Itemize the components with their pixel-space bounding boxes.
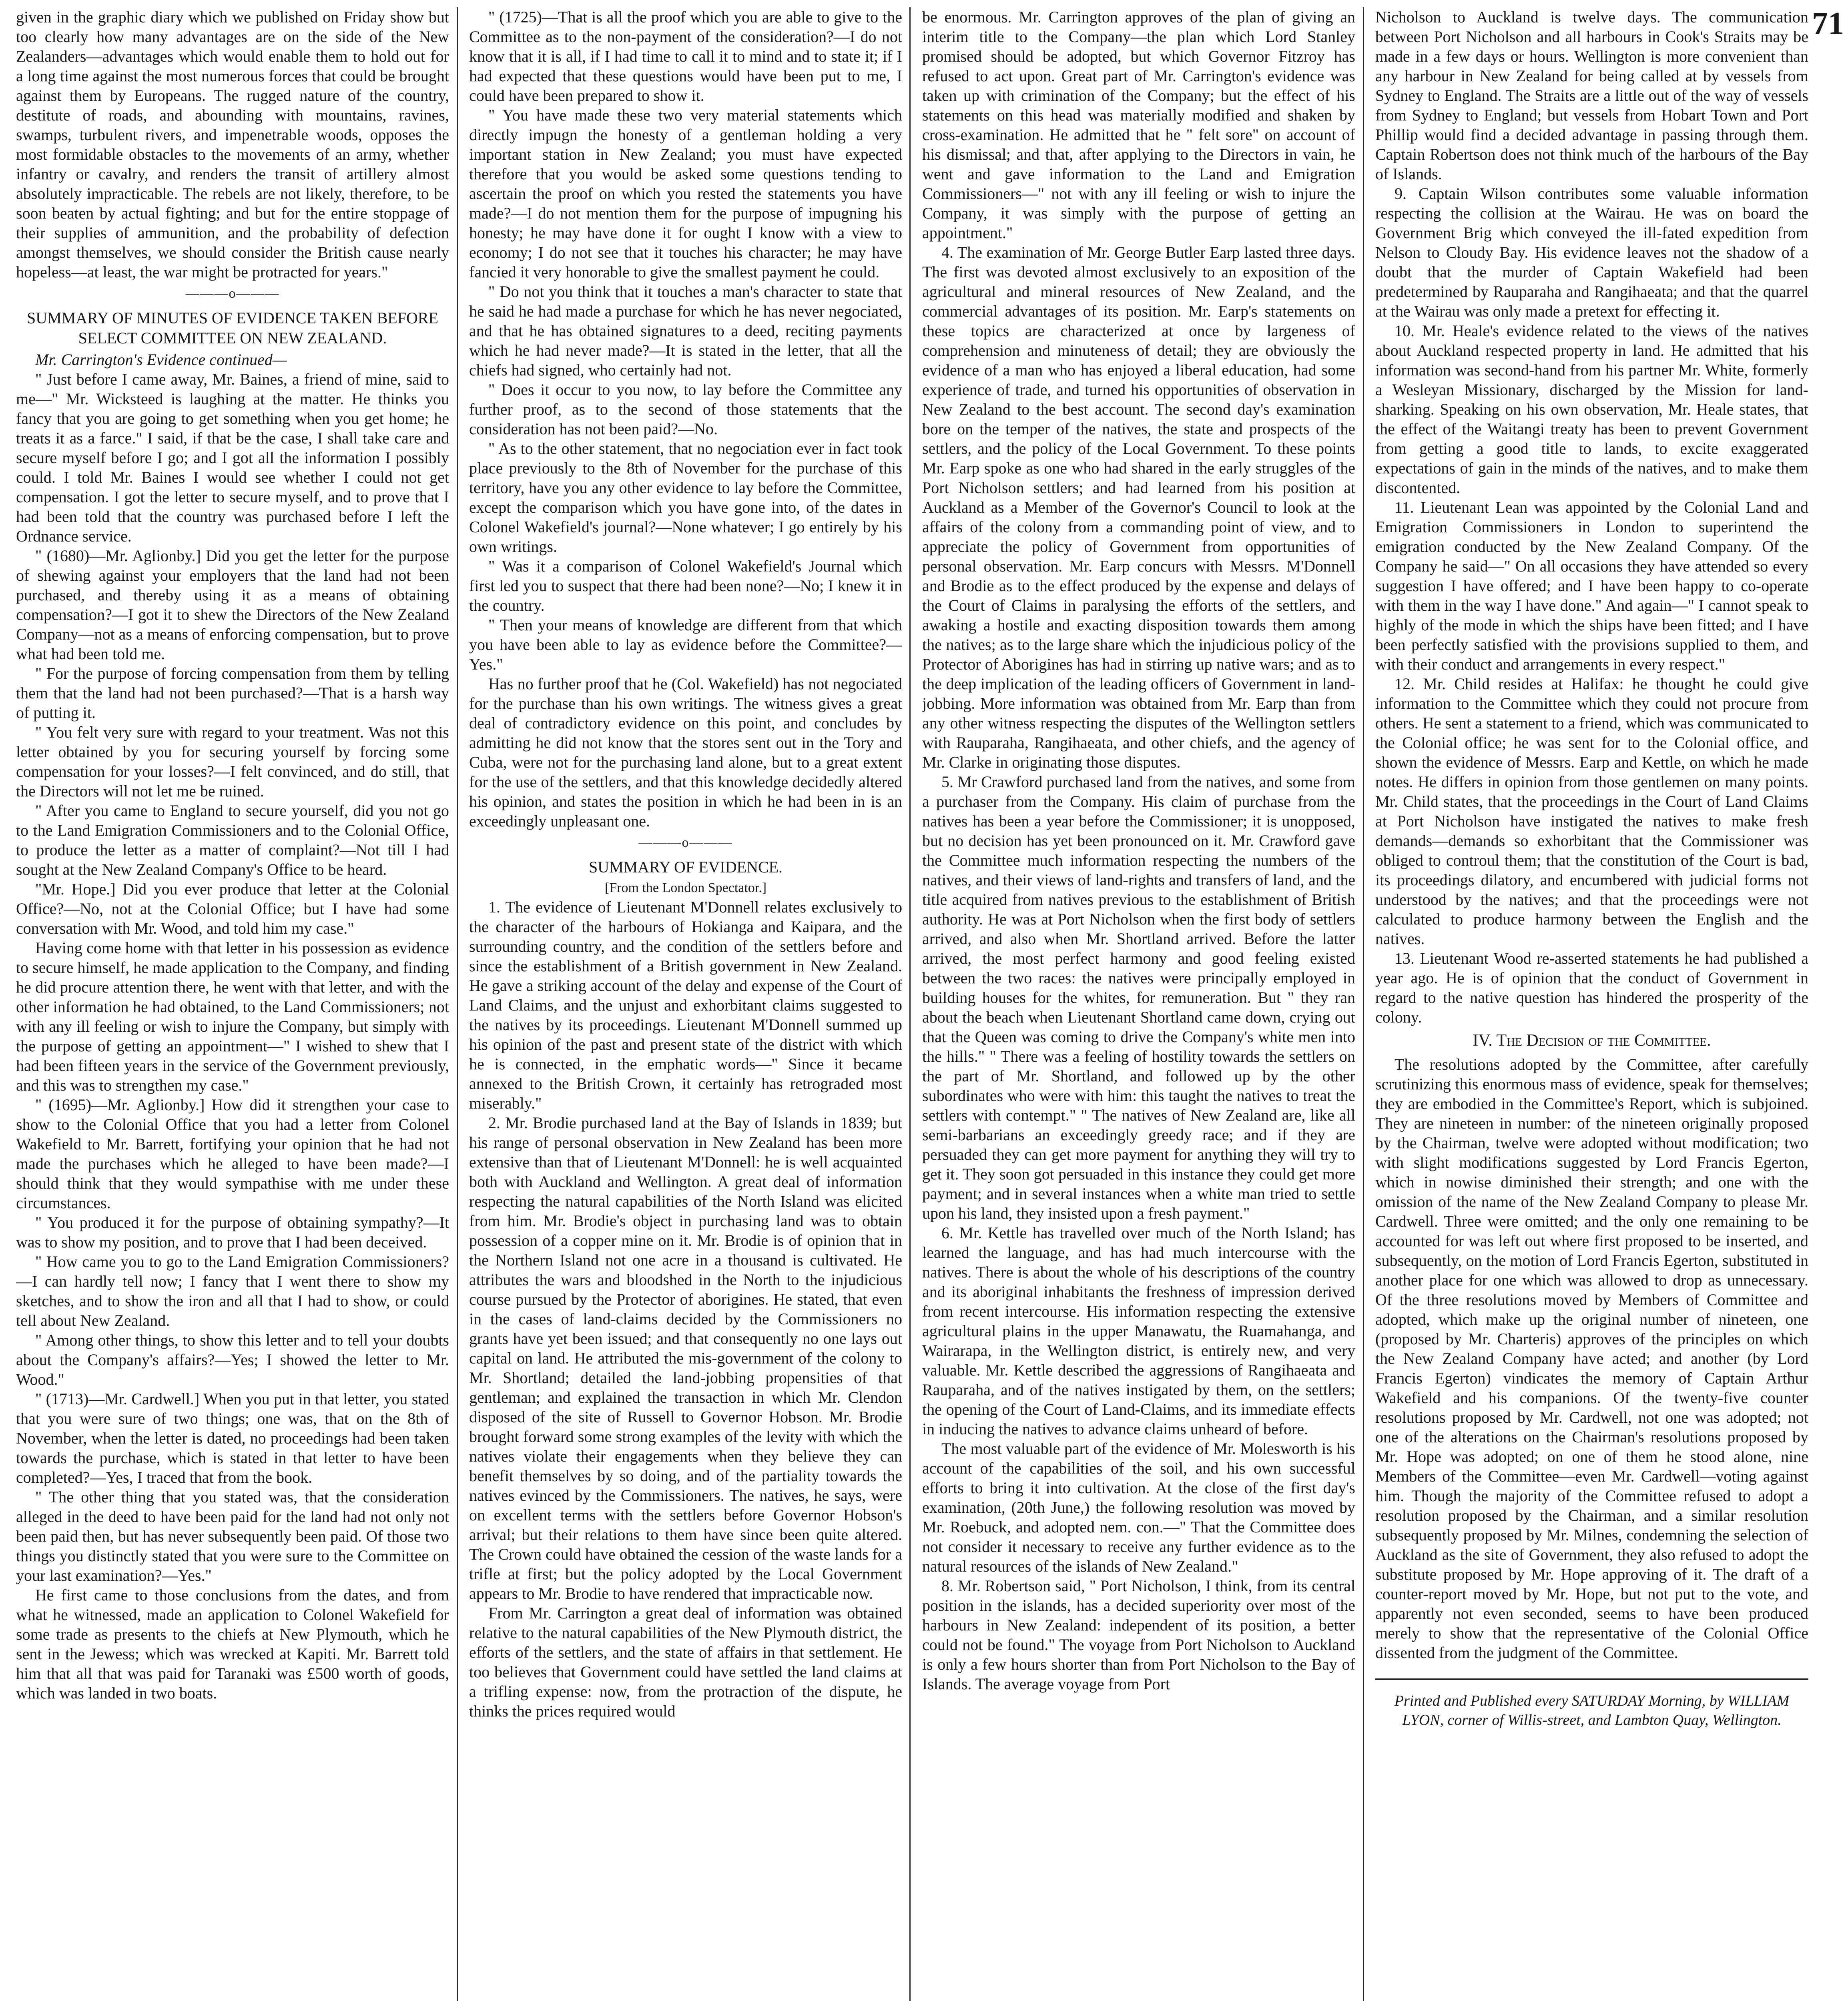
- paragraph: From Mr. Carrington a great deal of information was obtained relative to the natural capabilities of the New Plymouth district, the efforts of the settlers, and the state of affairs in that settlement. He too believes that Government could have settled the land claims at a trifling expense: now, from the protraction of the dispute, he thinks the prices required would: [469, 1604, 902, 1720]
- section-heading: SUMMARY OF EVIDENCE.: [588, 858, 783, 876]
- paragraph: 6. Mr. Kettle has travelled over much of the North Island; has learned the language, and has had much intercourse with the natives. There is about the whole of his descriptions of the country and its aboriginal inhabitants the freshness of impression derived from recent intercourse. His information respecting the extensive agricultural plains in the upper Manawatu, the Ruamahanga, and Wairarapa, in the Wellington district, is entirely new, and very valuable. Mr. Kettle described the aggressions of Rangihaeata and Rauparaha, and of the natives instigated by them, on the settlers; the opening of the Court of Land-Claims, and its immediate effects in inducing the natives to advance claims unheard of before.: [922, 1224, 1355, 1438]
- paragraph: Mr. Carrington's Evidence continued—: [35, 351, 287, 369]
- paragraph: 4. The examination of Mr. George Butler Earp lasted three days. The first was devoted almost exclusively to an exposition of the agricultural and mineral resources of New Zealand, and the commercial advantages of its position. Mr. Earp's statements on these topics are characterized at once by largeness of comprehension and minuteness of detail; they are obviously the evidence of a man who has enjoyed a liberal education, had some experience of trade, and turned his opportunities of observation in New Zealand to the best account. The second day's examination bore on the temper of the natives, the state and prospects of the settlers, and the policy of the Local Government. To these points Mr. Earp spoke as one who had shared in the early struggles of the Port Nicholson settlers; and had learned from his position at Auckland as a Member of the Governor's Council to look at the affairs of the colony from a commanding point of view, and to appreciate the policy of Government from opportunities of personal observation. Mr. Earp concurs with Messrs. M'Donnell and Brodie as to the effect produced by the expense and delays of the Court of Claims in paralysing the efforts of the settlers, and awaking a hostile and exacting disposition towards them among the natives; as to the large share which the injudicious policy of the Protector of Aborigines has had in stirring up native wars; and as to the deep implication of the leading officers of Government in land-jobbing. More information was obtained from Mr. Earp than from any other witness respecting the disputes of the Wellington settlers with Rauparaha, Rangihaeata, and other chiefs, and the agency of Mr. Clarke in originating those disputes.: [922, 243, 1355, 771]
- paragraph: " For the purpose of forcing compensation from them by telling them that the land had not been purchased?—That is a harsh way of putting it.: [16, 664, 449, 722]
- column-1: [16, 7, 449, 2001]
- paragraph: be enormous. Mr. Carrington approves of the plan of giving an interim title to the Company—the plan which Lord Stanley promised should be adopted, but which Governor Fitzroy has refused to act upon. Great part of Mr. Carrington's evidence was taken up with crimination of the Company; but the effect of his statements on this head was materially modified and shaken by cross-examination. He admitted that he " felt sore" on account of his dismissal; and that, after applying to the Directors in vain, he went and gave information to the Land and Emigration Commissioners—" not with any ill feeling or wish to injure the Company, it was simply with the purpose of getting an appointment.": [922, 8, 1355, 242]
- paragraph: 1. The evidence of Lieutenant M'Donnell relates exclusively to the character of the harbours of Hokianga and Kaipara, and the surrounding country, and the condition of the settlers before and since the establishment of a British government in New Zealand. He gave a striking account of the delay and expense of the Court of Land Claims, and the unjust and exhorbitant claims suggested to the natives by its proceedings. Lieutenant M'Donnell summed up his opinion of the past and present state of the district with which he is connected, in the emphatic words—" Since it became annexed to the British Crown, it certainly has retrograded most miserably.": [469, 898, 902, 1112]
- paragraph: " You felt very sure with regard to your treatment. Was not this letter obtained by you for securing yourself by forcing some compensation for your losses?—I felt convinced, and do still, that the Directors will not let me be ruined.: [16, 723, 449, 800]
- paragraph: He first came to those conclusions from the dates, and from what he witnessed, made an application to Colonel Wakefield for some trade as presents to the chiefs at New Plymouth, which he sent in the Jewess; which was wrecked at Kapiti. Mr. Barrett told him that all that was paid for Taranaki was £500 worth of goods, which was landed in two boats.: [16, 1586, 449, 1702]
- paragraph: " After you came to England to secure yourself, did you not go to the Land Emigration Commissioners and to the Colonial Office, to produce the letter as a matter of complaint?—Not till I had sought at the New Zealand Company's Office to be heard.: [16, 802, 449, 878]
- separator: ———o———: [638, 835, 733, 850]
- section-heading: IV. The Decision of the Committee.: [1473, 1031, 1711, 1050]
- paragraph: Has no further proof that he (Col. Wakefield) has not negociated for the purchase than his own writings. The witness gives a great deal of contradictory evidence on this point, and concludes by admitting he did not know that the stores sent out in the Tory and Cuba, were not for the purchasing land alone, but to a great extent for the use of the settlers, and that this knowledge decidedly altered his opinion, and states the position in which he had been in is an exceedingly unpleasant one.: [469, 675, 902, 830]
- paragraph: "Mr. Hope.] Did you ever produce that letter at the Colonial Office?—No, not at the Colonial Office; but I have had some conversation with Mr. Wood, and told him my case.": [16, 880, 449, 937]
- paragraph: " Among other things, to show this letter and to tell your doubts about the Company's affairs?—Yes; I showed the letter to Mr. Wood.": [16, 1331, 449, 1388]
- paragraph: " As to the other statement, that no negociation ever in fact took place previously to the 8th of November for the purchase of this territory, have you any other evidence to lay before the Committee, except the comparison which you have gone into, of the dates in Colonel Wakefield's journal?—None whatever; I go entirely by his own writings.: [469, 439, 902, 555]
- imprint-footer: Printed and Published every SATURDAY Morning, by WILLIAM LYON, corner of Willis-street, and Lambton Quay, Wellington.: [1394, 1692, 1790, 1728]
- paragraph: " You have made these two very material statements which directly impugn the honesty of a gentleman holding a very important station in New Zealand; you must have expected therefore that you would be asked some questions tending to ascertain the proof on which you rested the statements you have made?—I do not mention them for the purpose of impugning his honesty; he may have done it for ought I know with a view to economy; I do not see that it touches his character; he may have fancied it very honorable to give the smallest payment he could.: [469, 106, 902, 281]
- paragraph: given in the graphic diary which we published on Friday show but too clearly how many advantages are on the side of the New Zealanders—advantages which would enable them to hold out for a long time against the most numerous forces that could be brought against them by Europeans. The rugged nature of the country, destitute of roads, and abounding with mountains, ravines, swamps, turbulent rivers, and impenetrable woods, opposes the most formidable obstacles to the movements of an army, whether infantry or cavalry, and renders the transit of artillery almost absolutely impracticable. The rebels are not likely, therefore, to be soon beaten by actual fighting; and but for the entire stoppage of their supplies of ammunition, and the probability of defection amongst themselves, we should consider the British cause nearly hopeless—at least, the war might be protracted for years.": [16, 8, 449, 281]
- page-number: 71: [1812, 6, 1844, 41]
- paragraph: Nicholson to Auckland is twelve days. The communication between Port Nicholson and all harbours in Cook's Straits may be made in a few days or hours. Wellington is more convenient than any harbour in New Zealand for being called at by vessels from Sydney to England. The Straits are a little out of the way of vessels from Sydney to England; but vessels from Hobart Town and Port Phillip would find a decided advantage in passing through them. Captain Robertson does not think much of the harbours of the Bay of Islands.: [1375, 8, 1808, 183]
- paragraph: " (1713)—Mr. Cardwell.] When you put in that letter, you stated that you were sure of two things; one was, that on the 8th of November, when the letter is dated, no proceedings had been taken towards the purchase, which is stated in that letter to have been completed?—Yes, I traced that from the book.: [16, 1390, 449, 1486]
- paragraph: 8. Mr. Robertson said, " Port Nicholson, I think, from its central position in the islands, has a decided superiority over most of the harbours in New Zealand: independent of its position, a better could not be found." The voyage from Port Nicholson to Auckland is only a few hours shorter than from Port Nicholson to the Bay of Islands. The average voyage from Port: [922, 1577, 1355, 1693]
- paragraph: " Do not you think that it touches a man's character to state that he said he had made a purchase for which he has never negociated, and that he has obtained signatures to a deed, reciting payments which he had never made?—It is stated in the letter, that all the chiefs had signed, who certainly had not.: [469, 283, 902, 379]
- paragraph: 11. Lieutenant Lean was appointed by the Colonial Land and Emigration Commissioners in London to superintend the emigration conducted by the New Zealand Company. Of the Company he said—" On all occasions they have attended so every suggestion I have offered; and I have been happy to co-operate with them in the way I have done." And again—" I cannot speak to highly of the mode in which the ships have been fitted; and I have been perfectly satisfied with the provisions supplied to them, and with their conduct and arrangements in every respect.": [1375, 498, 1808, 673]
- column-divider: [457, 7, 458, 2001]
- paragraph: " (1680)—Mr. Aglionby.] Did you get the letter for the purpose of shewing against your employers that the land had not been purchased, and thereby using it as a means of obtaining compensation?—I got it to shew the Directors of the New Zealand Company—not as a means of enforcing compensation, but to prove what had been told me.: [16, 547, 449, 663]
- paragraph: 5. Mr Crawford purchased land from the natives, and some from a purchaser from the Company. His claim of purchase from the natives has been a year before the Commissioner; it is unopposed, but no decision has yet been pronounced on it. Mr. Crawford gave the Committee much information respecting the numbers of the natives, and their views of land-rights and transfers of land, and the title acquired from natives previous to the establishment of British authority. He was at Port Nicholson when the first body of settlers arrived, and also when Mr. Shortland arrived. Before the latter arrived, the most perfect harmony and good feeling existed between the two races: the natives were principally employed in building houses for the whites, for remuneration. But " they ran about the beach when Lieutenant Shortland came down, crying out that the Queen was coming to drive the Company's white men into the hills." " There was a feeling of hostility towards the settlers on the part of Mr. Shortland, and followed up by the other subordinates who were with him: this taught the natives to treat the settlers with contempt." " The natives of New Zealand are, like all semi-barbarians an exceedingly greedy race; and if they are persuaded they can get more payment for anything they will try to get it. They soon got persuaded in this instance they could get more payment; and in several instances when a white man tried to settle upon his land, they insisted upon a fresh payment.": [922, 773, 1355, 1222]
- paragraph: The most valuable part of the evidence of Mr. Molesworth is his account of the capabilities of the soil, and his own successful efforts to bring it into cultivation. At the close of the first day's examination, (20th June,) the following resolution was moved by Mr. Roebuck, and adopted nem. con.—" That the Committee does not consider it necessary to receive any further evidence as to the natural resources of the islands of New Zealand.": [922, 1440, 1355, 1575]
- column-4: [1375, 7, 1808, 2001]
- paragraph: 13. Lieutenant Wood re-asserted statements he had published a year ago. He is of opinion that the conduct of Government in regard to the native question has hindered the prosperity of the colony.: [1375, 949, 1808, 1026]
- paragraph: 10. Mr. Heale's evidence related to the views of the natives about Auckland respected property in land. He admitted that his information was second-hand from his partner Mr. White, formerly a Wesleyan Missionary, discharged by the Mission for land-sharking. Speaking on his own observation, Mr. Heale states, that the effect of the Waitangi treaty has been to prevent Government from getting a good title to lands, to excite exaggerated expectations of gain in the minds of the natives, and to make them discontented.: [1375, 322, 1808, 497]
- paragraph: 12. Mr. Child resides at Halifax: he thought he could give information to the Committee which they could not procure from others. He sent a statement to a friend, which was communicated to the Colonial office; he was sent for to the Colonial office, and shown the evidence of Messrs. Earp and Kettle, on which he made notes. He differs in opinion from those gentlemen on many points. Mr. Child states, that the proceedings in the Court of Land Claims at Port Nicholson have instigated the natives to make fresh demands—demands so exhorbitant that the Commissioner was obliged to controul them; that the constitution of the Court is bad, its proceedings dilatory, and encumbered with judicial forms not understood by the natives; and that the proceedings were not calculated to produce harmony between the English and the natives.: [1375, 675, 1808, 948]
- column-divider: [909, 7, 911, 2001]
- paragraph: " Just before I came away, Mr. Baines, a friend of mine, said to me—" Mr. Wicksteed is laughing at the matter. He thinks you fancy that you are going to get something when you get home; he treats it as a farce." I said, if that be the case, I shall take care and secure myself before I go; and I got all the information I possibly could. I told Mr. Baines I would see whether I could not get compensation. I got the letter to secure myself, and to prove that I had been told that the country was purchased before I left the Ordnance service.: [16, 370, 449, 545]
- paragraph: " You produced it for the purpose of obtaining sympathy?—It was to show my position, and to prove that I had been deceived.: [16, 1213, 449, 1251]
- paragraph: " (1695)—Mr. Aglionby.] How did it strengthen your case to show to the Colonial Office that you had a letter from Colonel Wakefield to Mr. Barrett, fortifying your opinion that he had not made the purchases which he alleged to have been made?—I should think that they would sympathise with me under these circumstances.: [16, 1096, 449, 1212]
- paragraph: " The other thing that you stated was, that the consideration alleged in the deed to have been paid for the land had not only not been paid then, but has never subsequently been paid. Of those two things you distinctly stated that you were sure to the Committee on your last examination?—Yes.": [16, 1488, 449, 1584]
- separator: ———o———: [185, 286, 280, 301]
- column-2: [469, 7, 902, 2001]
- footer-divider: [1375, 1678, 1808, 1680]
- paragraph: " Was it a comparison of Colonel Wakefield's Journal which first led you to suspect that there had been none?—No; I knew it in the country.: [469, 557, 902, 614]
- column-3: [922, 7, 1355, 2001]
- section-heading: SUMMARY OF MINUTES OF EVIDENCE TAKEN BEFORE SELECT COMMITTEE ON NEW ZEALAND.: [27, 309, 438, 347]
- source-note: [From the London Spectator.]: [604, 880, 767, 895]
- paragraph: 9. Captain Wilson contributes some valuable information respecting the collision at the Wairau. He was on board the Government Brig which conveyed the ill-fated expedition from Nelson to Cloudy Bay. His evidence leaves not the shadow of a doubt that the murder of Captain Wakefield had been predetermined by Rauparaha and Rangihaeata; and that the quarrel at the Wairau was only made a pretext for effecting it.: [1375, 184, 1808, 320]
- paragraph: " How came you to go to the Land Emigration Commissioners?—I can hardly tell now; I fancy that I went there to show my sketches, and to show the iron and all that I had to show, or could tell about New Zealand.: [16, 1253, 449, 1329]
- paragraph: Having come home with that letter in his possession as evidence to secure himself, he made application to the Company, and finding he did procure attention there, he went with that letter, and with the other information he had obtained, to the Land Commissioners; not with any ill feeling or wish to injure the Company, but simply with the purpose of getting an appointment—" I wished to shew that I had been fifteen years in the service of the Government previously, and this was to strengthen my case.": [16, 939, 449, 1094]
- paragraph: " Does it occur to you now, to lay before the Committee any further proof, as to the second of those statements that the consideration has not been paid?—No.: [469, 381, 902, 438]
- paragraph: 2. Mr. Brodie purchased land at the Bay of Islands in 1839; but his range of personal observation in New Zealand has been more extensive than that of Lieutenant M'Donnell: he is well acquainted both with Auckland and Wellington. A great deal of information respecting the natural capabilities of the North Island was elicited from him. Mr. Brodie's object in purchasing land was to obtain possession of a copper mine on it. Mr. Brodie is of opinion that in the Northern Island not one acre in a thousand is cultivated. He attributes the wars and bloodshed in the North to the injudicious course pursued by the Protector of aborigines. He stated, that even in the cases of land-claims decided by the Commissioners no grants have yet been issued; and that consequently no one lays out capital on land. He attributed the mis-government of the colony to Mr. Shortland; detailed the land-jobbing propensities of that gentleman; and explained the transaction in which Mr. Clendon disposed of the site of Russell to Governor Hobson. Mr. Brodie brought forward some strong examples of the levity with which the natives violate their engagements when they believe they can benefit themselves by so doing, and of the partiality towards the natives evinced by the Commissioners. The natives, he says, were on excellent terms with the settlers before Governor Hobson's arrival; but their relations to them have since been quite altered. The Crown could have obtained the cession of the waste lands for a trifle at first; but the policy adopted by the Local Government appears to Mr. Brodie to have rendered that impracticable now.: [469, 1114, 902, 1602]
- column-divider: [1363, 7, 1364, 2001]
- paragraph: " Then your means of knowledge are different from that which you have been able to lay as evidence before the Committee?—Yes.": [469, 616, 902, 673]
- paragraph: " (1725)—That is all the proof which you are able to give to the Committee as to the non-payment of the consideration?—I do not know that it is all, if I had time to call it to mind and to state it; if I had expected that these questions would have been put to me, I could have been prepared to show it.: [469, 8, 902, 104]
- paragraph: The resolutions adopted by the Committee, after carefully scrutinizing this enormous mass of evidence, speak for themselves; they are embodied in the Committee's Report, which is subjoined. They are nineteen in number: of the nineteen originally proposed by the Chairman, twelve were adopted without modification; two with slight modifications suggested by Lord Francis Egerton, which in nowise diminished their strength; and one with the omission of the name of the New Zealand Company to please Mr. Cardwell. Three were omitted; and the only one remaining to be accounted for was left out where first proposed to be inserted, and subsequently, on the motion of Lord Francis Egerton, substituted in another place for one which was allowed to drop as unnecessary. Of the three resolutions moved by Members of Committee and adopted, which make up the original number of nineteen, one (proposed by Mr. Charteris) approves of the principles on which the New Zealand Company have acted; and another (by Lord Francis Egerton) vindicates the memory of Captain Arthur Wakefield and his companions. Of the twenty-five counter resolutions proposed by Mr. Cardwell, not one was adopted; not one of the alterations on the Chairman's resolutions proposed by Mr. Hope was adopted; on one of them he stood alone, nine Members of the Committee—even Mr. Cardwell—voting against him. Though the majority of the Committee refused to adopt a resolution proposed by the Chairman, and a similar resolution subsequently proposed by Mr. Milnes, condemning the selection of Auckland as the site of Government, they also refused to adopt the substitute proposed by Mr. Hope approving of it. The draft of a counter-report moved by Mr. Hope, but not put to the vote, and apparently not even seconded, seems to have been produced merely to show that the representative of the Colonial Office dissented from the judgment of the Committee.: [1375, 1055, 1808, 1662]
